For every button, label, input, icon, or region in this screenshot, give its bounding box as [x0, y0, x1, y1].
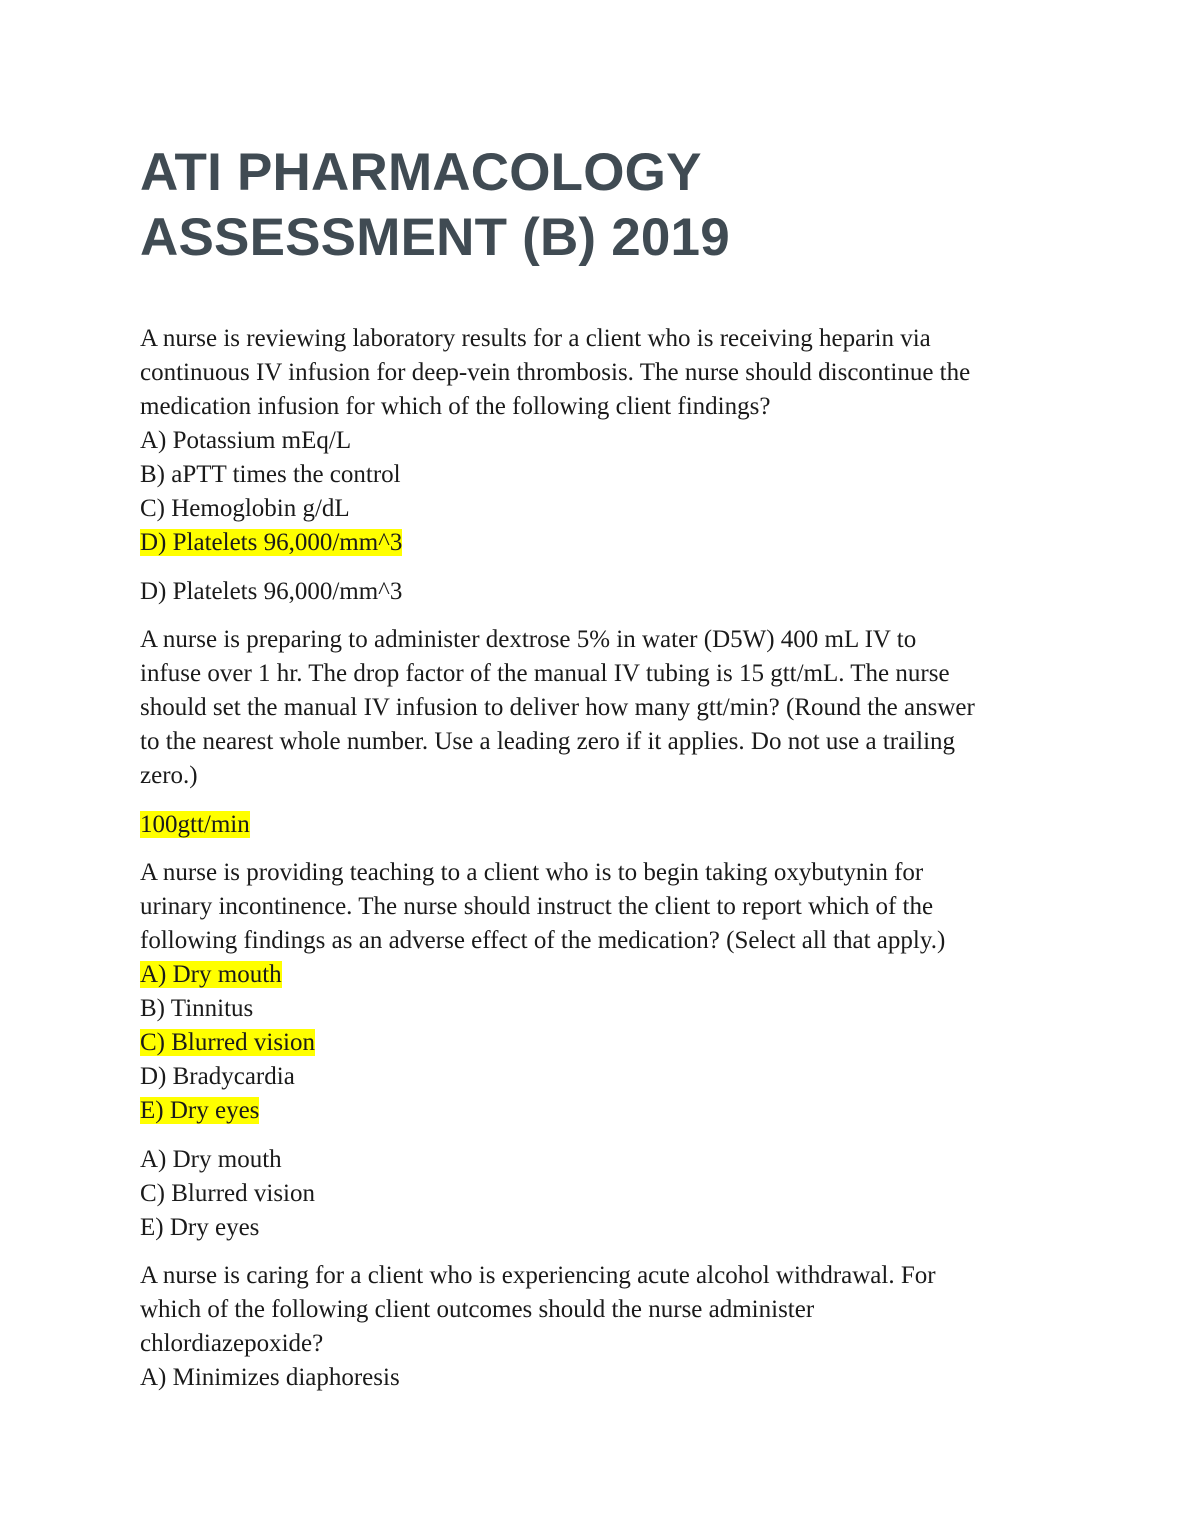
- question-1-option-b: B) aPTT times the control: [140, 461, 401, 488]
- question-3-answer-item: C) Blurred vision: [140, 1180, 315, 1207]
- question-1-answer-text: D) Platelets 96,000/mm^3: [140, 578, 403, 605]
- question-4-stem-line: chlordiazepoxide?: [140, 1330, 324, 1357]
- question-3-option-e-highlighted: E) Dry eyes: [140, 1097, 260, 1124]
- title-line-1: ATI PHARMACOLOGY: [140, 143, 702, 202]
- question-4-stem-line: which of the following client outcomes should the nurse administer: [140, 1296, 815, 1323]
- question-3-stem-line: A nurse is providing teaching to a client who is to begin taking oxybutynin for: [140, 859, 924, 886]
- question-2-stem-line: infuse over 1 hr. The drop factor of the manual IV tubing is 15 gtt/mL. The nurse: [140, 660, 950, 687]
- question-3-option-b: B) Tinnitus: [140, 995, 254, 1022]
- question-3-stem-line: urinary incontinence. The nurse should instruct the client to report which of the: [140, 893, 934, 920]
- question-1-option-d-highlighted: D) Platelets 96,000/mm^3: [140, 529, 403, 556]
- question-1-stem-line: medication infusion for which of the following client findings?: [140, 393, 771, 420]
- question-1-answer: [140, 575, 1055, 609]
- question-3-answer: [140, 1143, 1055, 1245]
- document-page: [140, 140, 1055, 1395]
- question-2: [140, 623, 1055, 793]
- question-1: [140, 322, 1055, 560]
- question-4-option-a: A) Minimizes diaphoresis: [140, 1364, 400, 1391]
- question-3-option-a-highlighted: A) Dry mouth: [140, 961, 282, 988]
- question-3: [140, 856, 1055, 1128]
- question-1-stem-line: continuous IV infusion for deep-vein thrombosis. The nurse should discontinue the: [140, 359, 971, 386]
- question-2-stem-line: to the nearest whole number. Use a leading zero if it applies. Do not use a trailing: [140, 728, 956, 755]
- question-1-stem-line: A nurse is reviewing laboratory results for a client who is receiving heparin via: [140, 325, 931, 352]
- question-3-answer-item: E) Dry eyes: [140, 1214, 260, 1241]
- question-3-option-d: D) Bradycardia: [140, 1063, 295, 1090]
- question-2-answer: [140, 808, 1055, 842]
- question-1-option-a: A) Potassium mEq/L: [140, 427, 352, 454]
- title-line-2: ASSESSMENT (B) 2019: [140, 208, 730, 267]
- question-4-stem-line: A nurse is caring for a client who is experiencing acute alcohol withdrawal. For: [140, 1262, 936, 1289]
- question-3-option-c-highlighted: C) Blurred vision: [140, 1029, 315, 1056]
- document-title: [140, 140, 1055, 270]
- question-2-stem-line: should set the manual IV infusion to deliver how many gtt/min? (Round the answer: [140, 694, 975, 721]
- question-3-answer-item: A) Dry mouth: [140, 1146, 282, 1173]
- question-2-stem-line: A nurse is preparing to administer dextrose 5% in water (D5W) 400 mL IV to: [140, 626, 917, 653]
- question-1-option-c: C) Hemoglobin g/dL: [140, 495, 350, 522]
- question-3-stem-line: following findings as an adverse effect of the medication? (Select all that apply.): [140, 927, 946, 954]
- question-2-stem-line: zero.): [140, 762, 198, 789]
- question-2-answer-highlighted: 100gtt/min: [140, 811, 250, 838]
- question-4: [140, 1259, 1055, 1395]
